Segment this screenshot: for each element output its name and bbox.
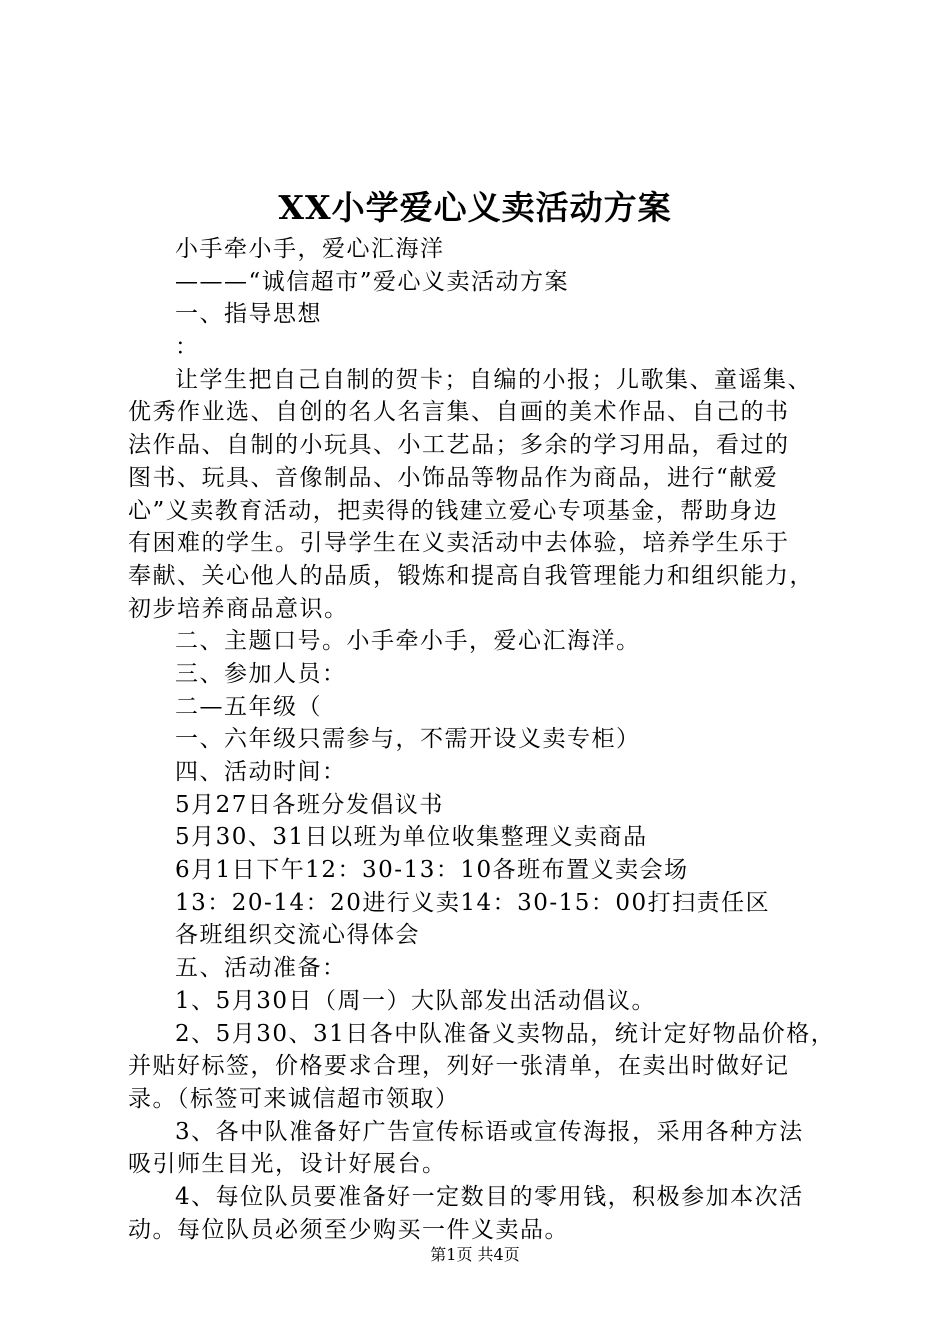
body-line: 优秀作业选、自创的名人名言集、自画的美术作品、自己的书 xyxy=(128,399,790,426)
body-line: 录。（标签可来诚信超市领取） xyxy=(128,1085,460,1112)
body-line: 吸引师生目光，设计好展台。 xyxy=(128,1151,447,1178)
body-line: 一、六年级只需参与，不需开设义卖专柜） xyxy=(175,726,641,753)
body-line: 各班组织交流心得体会 xyxy=(175,922,420,949)
document-body xyxy=(128,233,848,1246)
body-line: ———“诚信超市”爱心义卖活动方案 xyxy=(175,268,570,295)
body-line: 1、5月30日（周一）大队部发出活动倡议。 xyxy=(175,987,657,1014)
page-footer: 第1页 共4页 xyxy=(430,1245,520,1264)
body-line: 心”义卖教育活动，把卖得的钱建立爱心专项基金，帮助身边 xyxy=(128,497,779,524)
body-line: 2、5月30、31日各中队准备义卖物品，统计定好物品价格， xyxy=(175,1020,836,1047)
body-line: 奉献、关心他人的品质，锻炼和提高自我管理能力和组织能力， xyxy=(128,562,814,589)
body-line: 法作品、自制的小玩具、小工艺品；多余的学习用品，看过的 xyxy=(128,432,790,459)
body-line: 五、活动准备： xyxy=(175,955,347,982)
body-line: 三、参加人员： xyxy=(175,660,347,687)
body-line: 13：20-14：20进行义卖14：30-15：00打扫责任区 xyxy=(175,889,771,916)
body-line: 小手牵小手，爱心汇海洋 xyxy=(175,236,445,262)
body-line: 5月30、31日以班为单位收集整理义卖商品 xyxy=(175,824,648,851)
body-line: ： xyxy=(175,334,200,361)
body-line: 二—五年级（ xyxy=(175,693,322,720)
body-line: 有困难的学生。引导学生在义卖活动中去体验，培养学生乐于 xyxy=(128,530,790,557)
body-line: 四、活动时间： xyxy=(175,759,347,785)
document-title: XX小学爱心义卖活动方案 xyxy=(278,188,672,227)
body-line: 3、各中队准备好广告宣传标语或宣传海报，采用各种方法 xyxy=(175,1118,804,1145)
body-line: 一、指导思想 xyxy=(175,301,322,328)
body-line: 5月27日各班分发倡议书 xyxy=(175,791,444,818)
body-line: 初步培养商品意识。 xyxy=(128,595,349,622)
body-line: 动。每位队员必须至少购买一件义卖品。 xyxy=(128,1216,569,1243)
body-line: 6月1日下午12：30-13：10各班布置义卖会场 xyxy=(175,857,689,884)
body-line: 4、每位队员要准备好一定数目的零用钱，积极参加本次活 xyxy=(175,1183,804,1210)
body-line: 让学生把自己自制的贺卡；自编的小报；儿歌集、童谣集、 xyxy=(175,366,812,393)
body-line: 并贴好标签，价格要求合理，列好一张清单，在卖出时做好记 xyxy=(128,1053,790,1080)
body-line: 图书、玩具、音像制品、小饰品等物品作为商品，进行“献爱 xyxy=(128,464,779,491)
body-line: 二、主题口号。小手牵小手，爱心汇海洋。 xyxy=(175,628,641,655)
